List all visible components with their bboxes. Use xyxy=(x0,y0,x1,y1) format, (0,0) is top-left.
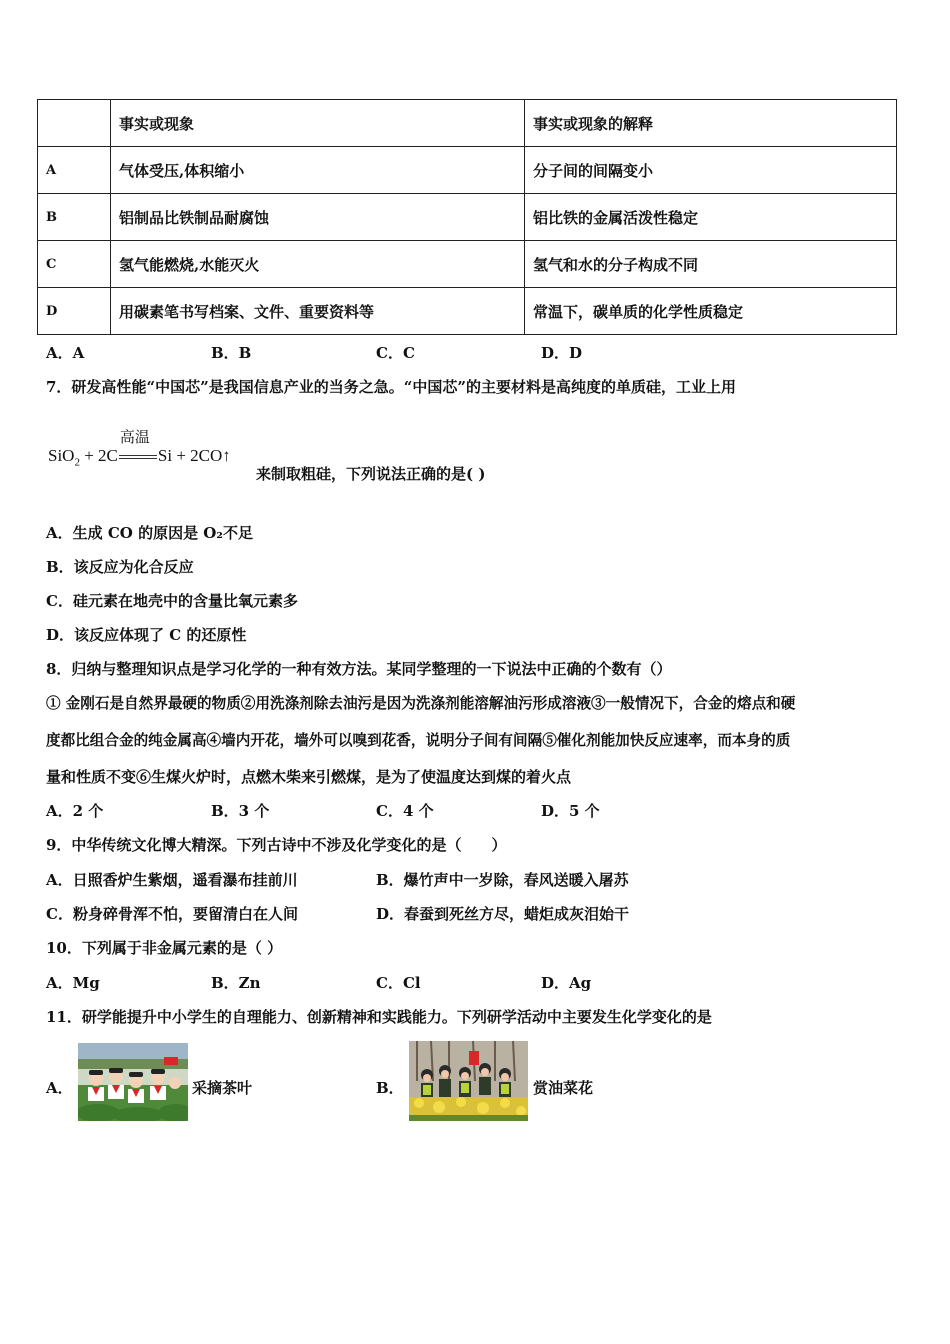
q8-option-a: A．2 个 xyxy=(46,802,104,820)
q7-stem-tail: 来制取粗硅，下列说法正确的是( ) xyxy=(256,465,486,483)
q9-option-a: A．日照香炉生紫烟，遥看瀑布挂前川 xyxy=(46,871,298,889)
q11-stem: 11．研学能提升中小学生的自理能力、创新精神和实践能力。下列研学活动中主要发生化学变化的是 xyxy=(46,1008,712,1026)
q10-stem: 10．下列属于非金属元素的是（ ） xyxy=(46,939,283,957)
q11-option-b-caption: 赏油菜花 xyxy=(533,1079,594,1097)
q10-option-d: D．Ag xyxy=(541,974,592,992)
rapeseed-flower-photo xyxy=(409,1041,528,1121)
q7-option-a: A．生成 CO 的原因是 O₂不足 xyxy=(46,524,253,542)
table-header-fact: 事实或现象 xyxy=(111,100,525,147)
table-row xyxy=(38,100,897,147)
q9-stem: 9．中华传统文化博大精深。下列古诗中不涉及化学变化的是（ ） xyxy=(46,836,507,854)
q9-option-d: D．春蚕到死丝方尽，蜡炬成灰泪始干 xyxy=(376,905,630,923)
eq-right: Si + 2CO↑ xyxy=(157,446,231,465)
q9-option-b: B．爆竹声中一岁除，春风送暖入屠苏 xyxy=(376,871,629,889)
q6-option-b: B．B xyxy=(211,344,252,362)
q7-option-c: C．硅元素在地壳中的含量比氧元素多 xyxy=(46,592,298,610)
table-row xyxy=(38,241,897,288)
table-cell: 氢气能燃烧,水能灭火 xyxy=(111,241,525,288)
eq-subscript: 2 xyxy=(74,456,80,469)
q11-option-a-letter: A． xyxy=(46,1079,73,1097)
table-row xyxy=(38,194,897,241)
table-cell: 用碳素笔书写档案、文件、重要资料等 xyxy=(111,288,525,335)
tea-picking-photo xyxy=(78,1043,188,1121)
table-cell: A xyxy=(38,147,111,194)
q10-option-a: A．Mg xyxy=(46,974,100,992)
table-row xyxy=(38,147,897,194)
q10-option-b: B．Zn xyxy=(211,974,261,992)
table-cell: 常温下，碳单质的化学性质稳定 xyxy=(525,288,897,335)
eq-left: SiO xyxy=(48,446,75,465)
q8-body-line: 量和性质不变⑥生煤火炉时，点燃木柴来引燃煤，是为了使温度达到煤的着火点 xyxy=(46,768,572,786)
q10-option-c: C．Cl xyxy=(376,974,421,992)
table-header-explanation: 事实或现象的解释 xyxy=(525,100,897,147)
facts-table xyxy=(37,99,897,335)
eq-condition: 高温 xyxy=(119,428,150,446)
q8-option-d: D．5 个 xyxy=(541,802,600,820)
table-cell: 分子间的间隔变小 xyxy=(525,147,897,194)
table-cell: 氢气和水的分子构成不同 xyxy=(525,241,897,288)
table-row xyxy=(38,288,897,335)
q8-option-b: B．3 个 xyxy=(211,802,270,820)
q6-option-a: A．A xyxy=(46,344,85,362)
q8-option-c: C．4 个 xyxy=(376,802,434,820)
eq-mid: + 2C xyxy=(79,446,118,465)
table-cell: B xyxy=(38,194,111,241)
q11-option-b-letter: B． xyxy=(376,1079,404,1097)
table-cell: 铝比铁的金属活泼性稳定 xyxy=(525,194,897,241)
eq-arrow xyxy=(118,428,158,466)
table-cell: C xyxy=(38,241,111,288)
q8-body-line: ① 金刚石是自然界最硬的物质②用洗涤剂除去油污是因为洗涤剂能溶解油污形成溶液③一般情况下，合金的熔点和硬 xyxy=(46,695,796,712)
q8-body-line: 度都比组合金的纯金属高④墙内开花，墙外可以嗅到花香，说明分子间有间隔⑤催化剂能加快反应速率，而本身的质 xyxy=(46,732,791,749)
table-cell xyxy=(38,100,111,147)
q8-stem: 8．归纳与整理知识点是学习化学的一种有效方法。某同学整理的一下说法中正确的个数有（） xyxy=(46,660,672,678)
q6-option-c: C．C xyxy=(376,344,415,362)
table-cell: 气体受压,体积缩小 xyxy=(111,147,525,194)
q7-option-b: B．该反应为化合反应 xyxy=(46,558,194,576)
q7-stem: 7．研发高性能“中国芯”是我国信息产业的当务之急。“中国芯”的主要材料是高纯度的单质硅，工业上用 xyxy=(46,378,736,396)
q6-option-d: D．D xyxy=(541,344,583,362)
table-cell: 铝制品比铁制品耐腐蚀 xyxy=(111,194,525,241)
q9-option-c: C．粉身碎骨浑不怕，要留清白在人间 xyxy=(46,905,298,923)
q11-option-a-caption: 采摘茶叶 xyxy=(192,1079,253,1097)
table-cell: D xyxy=(38,288,111,335)
q7-option-d: D．该反应体现了 C 的还原性 xyxy=(46,626,247,644)
q7-equation xyxy=(48,428,231,469)
